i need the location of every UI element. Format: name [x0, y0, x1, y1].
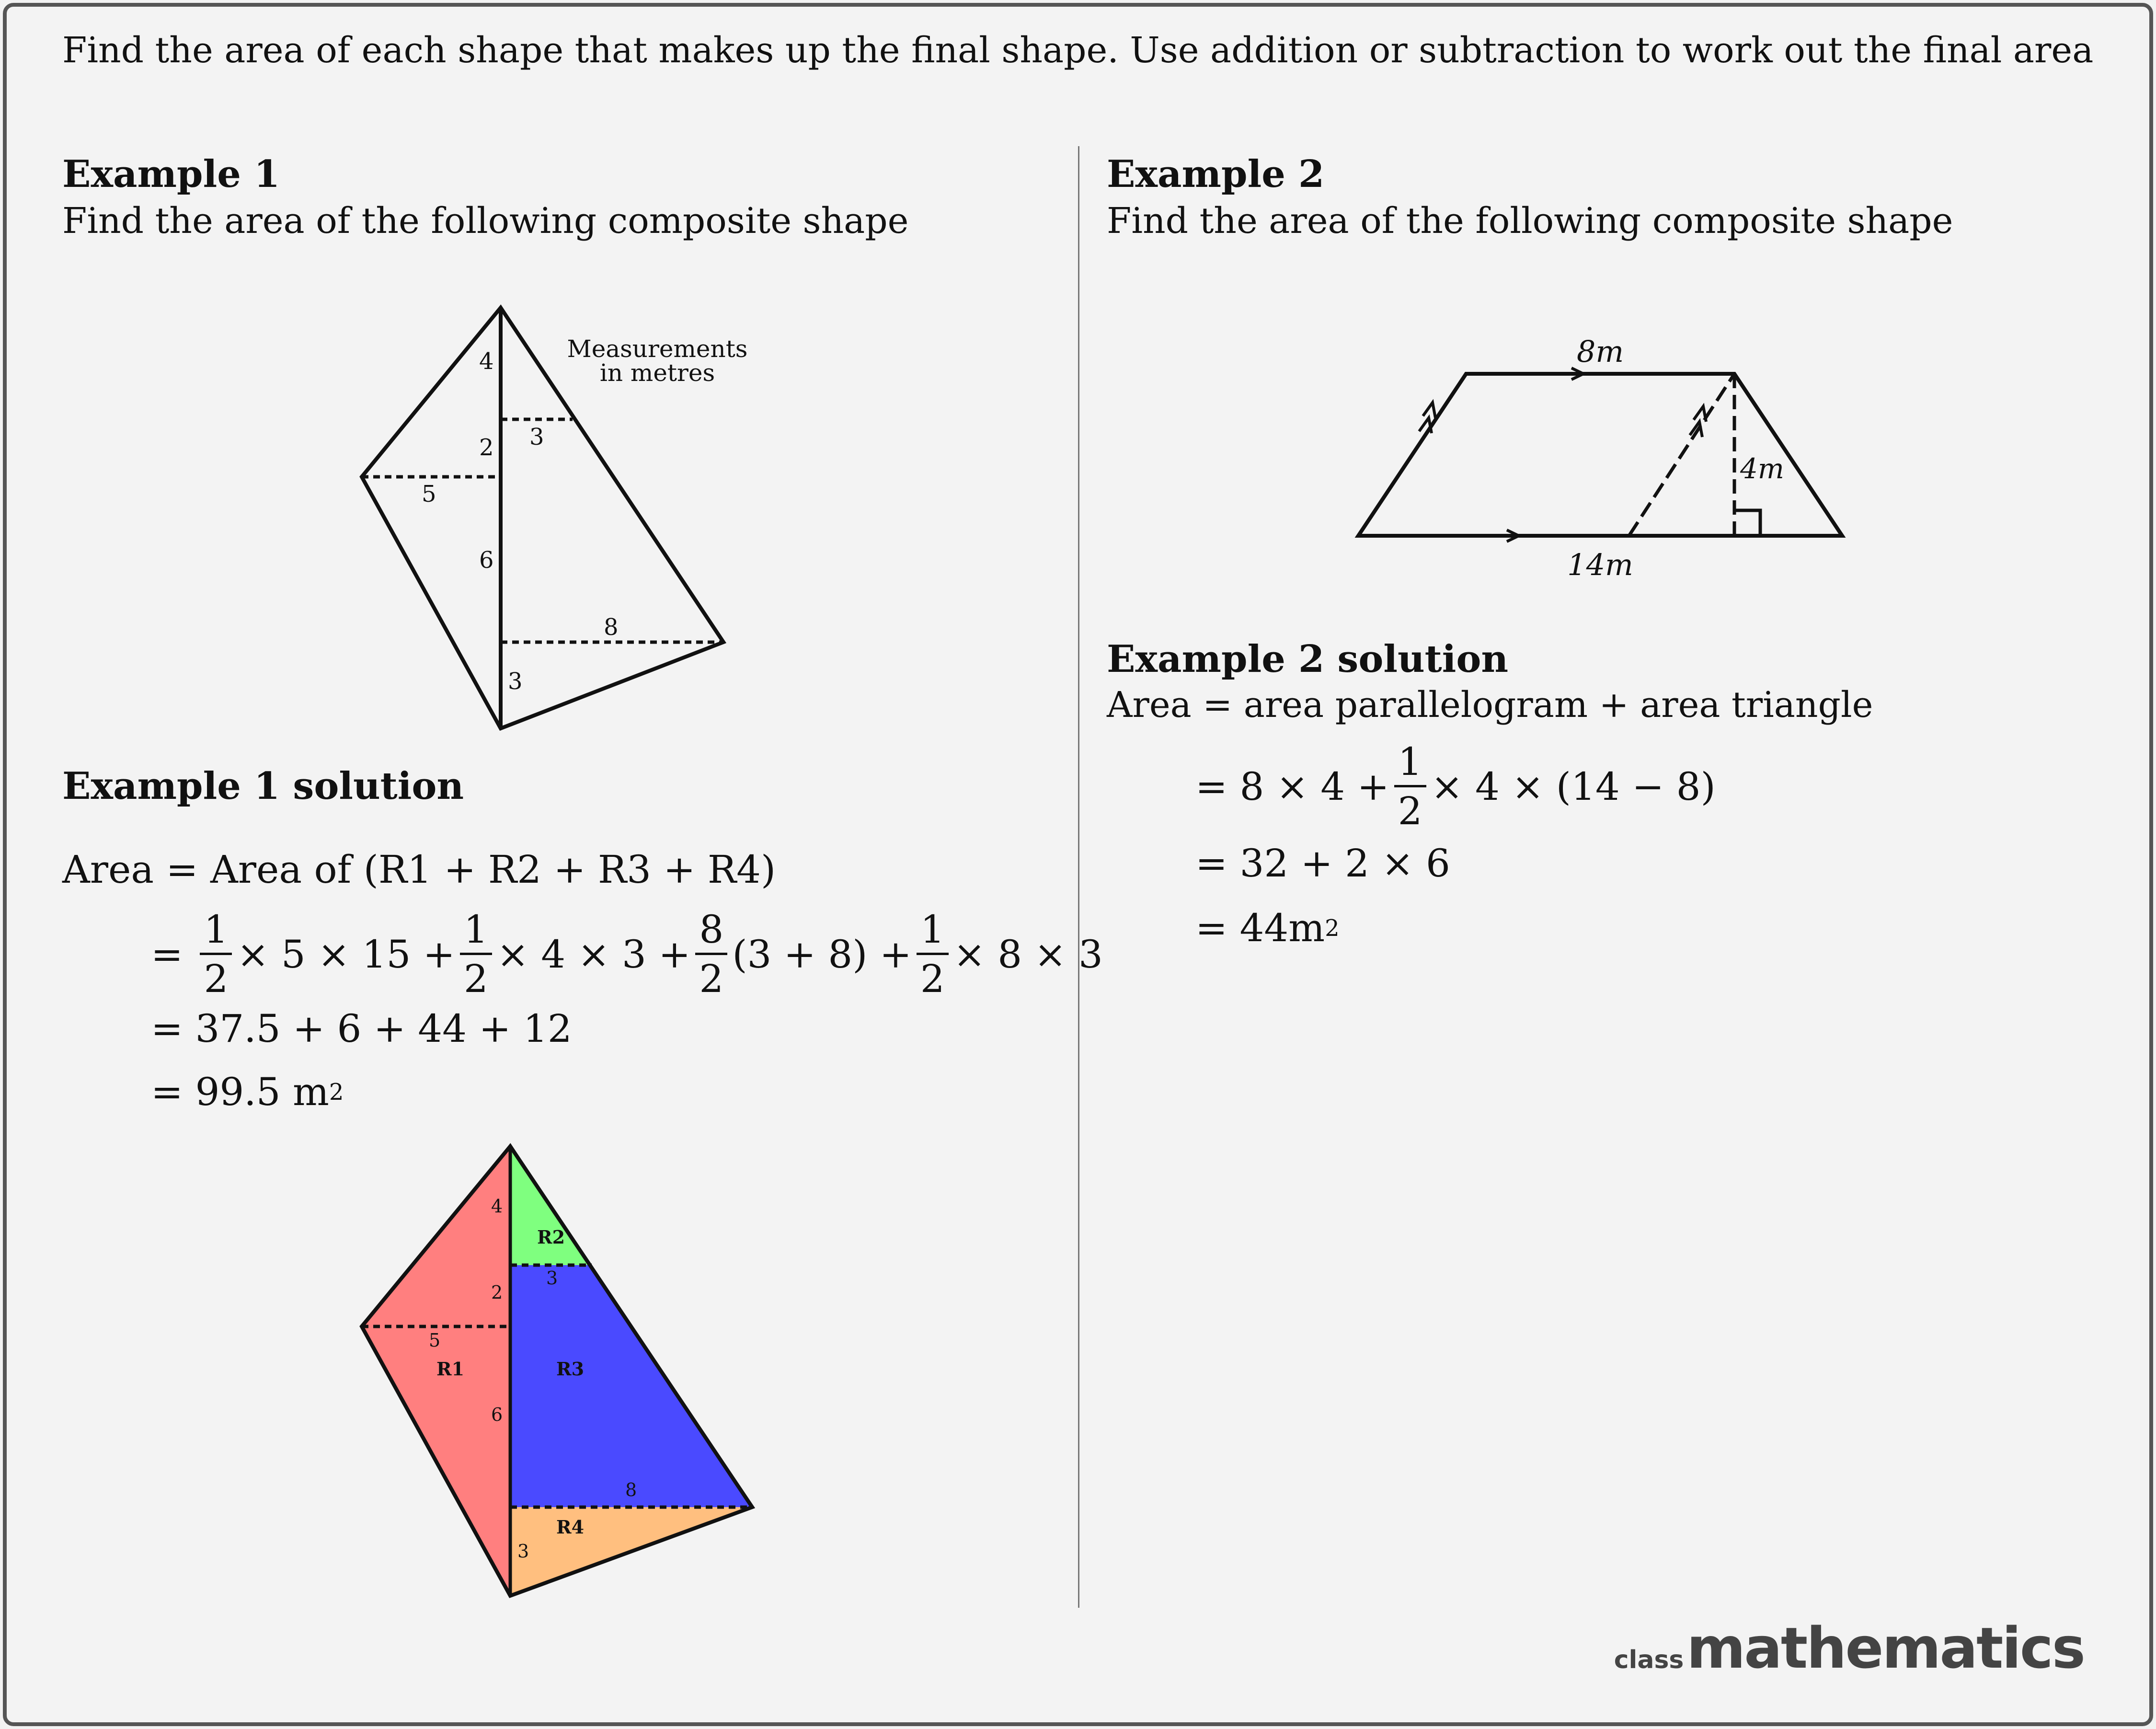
- label-5: 5: [422, 481, 436, 507]
- label-8m: 8m: [1576, 334, 1624, 369]
- column-divider: [1078, 146, 1079, 1608]
- example1-heading: Example 1: [62, 152, 280, 196]
- example1-colored-diagram: [335, 1136, 767, 1605]
- label-4: 4: [479, 348, 494, 375]
- c-label-5: 5: [429, 1330, 441, 1351]
- instruction-text: Find the area of each shape that makes up the final shape. Use addition or subtraction to work out the final area: [62, 30, 2094, 71]
- label-4m: 4m: [1740, 452, 1784, 485]
- ex2-line3: = 32 + 2 × 6: [1195, 841, 1450, 886]
- label-r4: R4: [556, 1516, 585, 1538]
- ex2-line2-b: × 4 × (14 − 8): [1431, 764, 1716, 809]
- ex2-fraction: $\frac{1}{2}$: [1394, 743, 1426, 830]
- label-r1: R1: [436, 1358, 465, 1380]
- ex2-line2: [1195, 739, 1716, 833]
- label-3-upper: 3: [529, 424, 544, 450]
- ex2-line4-exp: 2: [1325, 914, 1340, 942]
- example1-prompt: Find the area of the following composite shape: [62, 200, 909, 242]
- ex1-line1-lhs: Area: [62, 847, 154, 892]
- note-line2: in metres: [599, 359, 715, 387]
- label-8: 8: [604, 614, 619, 641]
- ex1-line2-eq: =: [151, 932, 195, 977]
- ex1-line4-value: 99.5 m: [195, 1070, 329, 1114]
- logo-small-text: class: [1614, 1646, 1684, 1674]
- ex1-line4-exp: 2: [329, 1078, 344, 1106]
- ex1-line1: [62, 847, 776, 892]
- label-2: 2: [479, 434, 494, 461]
- example2-diagram: [1342, 326, 1869, 594]
- ex1-line2: [151, 907, 1103, 1001]
- example2-prompt: Find the area of the following composite shape: [1107, 200, 1953, 242]
- ex2-line4: [1195, 906, 1340, 950]
- note-line1: Measurements: [567, 335, 748, 363]
- class-mathematics-logo: [1614, 1615, 2084, 1681]
- ex1-line4: = 99.5 m 2: [151, 1070, 344, 1114]
- fraction-3: $\frac{8}{2}$: [695, 911, 727, 998]
- example2-solution-heading: Example 2 solution: [1107, 637, 1509, 681]
- label-6: 6: [479, 547, 494, 574]
- c-label-8: 8: [625, 1479, 637, 1500]
- ex2-line1: Area = area parallelogram + area triangle: [1107, 684, 1873, 726]
- c-label-3-upper: 3: [546, 1268, 558, 1289]
- logo-big-text: mathematics: [1686, 1615, 2084, 1681]
- ex1-line1-rhs: Area of (R1 + R2 + R3 + R4): [210, 847, 776, 892]
- right-angle-mark: [1734, 510, 1760, 536]
- label-r2: R2: [537, 1226, 565, 1248]
- fraction-1: $\frac{1}{2}$: [200, 911, 232, 998]
- c-label-2: 2: [491, 1282, 503, 1303]
- ex2-line2-a: = 8 × 4 +: [1195, 764, 1389, 809]
- example1-solution-heading: Example 1 solution: [62, 764, 464, 808]
- label-r3: R3: [556, 1358, 585, 1380]
- ex1-line3: = 37.5 + 6 + 44 + 12: [151, 1006, 572, 1051]
- example1-diagram: [335, 297, 767, 738]
- term-3: (3 + 8) +: [732, 932, 912, 977]
- term-1: × 5 × 15 +: [237, 932, 455, 977]
- label-3-bottom: 3: [508, 668, 523, 695]
- ex2-line4-value: = 44m: [1195, 906, 1325, 950]
- c-label-4: 4: [491, 1196, 503, 1217]
- example2-heading: Example 2: [1107, 152, 1325, 196]
- fraction-4: $\frac{1}{2}$: [917, 911, 949, 998]
- term-2: × 4 × 3 +: [496, 932, 691, 977]
- term-4: × 8 × 3: [953, 932, 1103, 977]
- label-14m: 14m: [1567, 547, 1633, 582]
- arrow-left-2: [1419, 418, 1432, 433]
- c-label-3-bottom: 3: [517, 1541, 529, 1562]
- ex1-line3-value: 37.5 + 6 + 44 + 12: [195, 1006, 572, 1051]
- region-r3: [510, 1265, 752, 1507]
- parallel-dashed-line: [1629, 374, 1734, 536]
- fraction-2: $\frac{1}{2}$: [460, 911, 492, 998]
- c-label-6: 6: [491, 1404, 503, 1425]
- ex1-line1-eq: =: [154, 847, 210, 892]
